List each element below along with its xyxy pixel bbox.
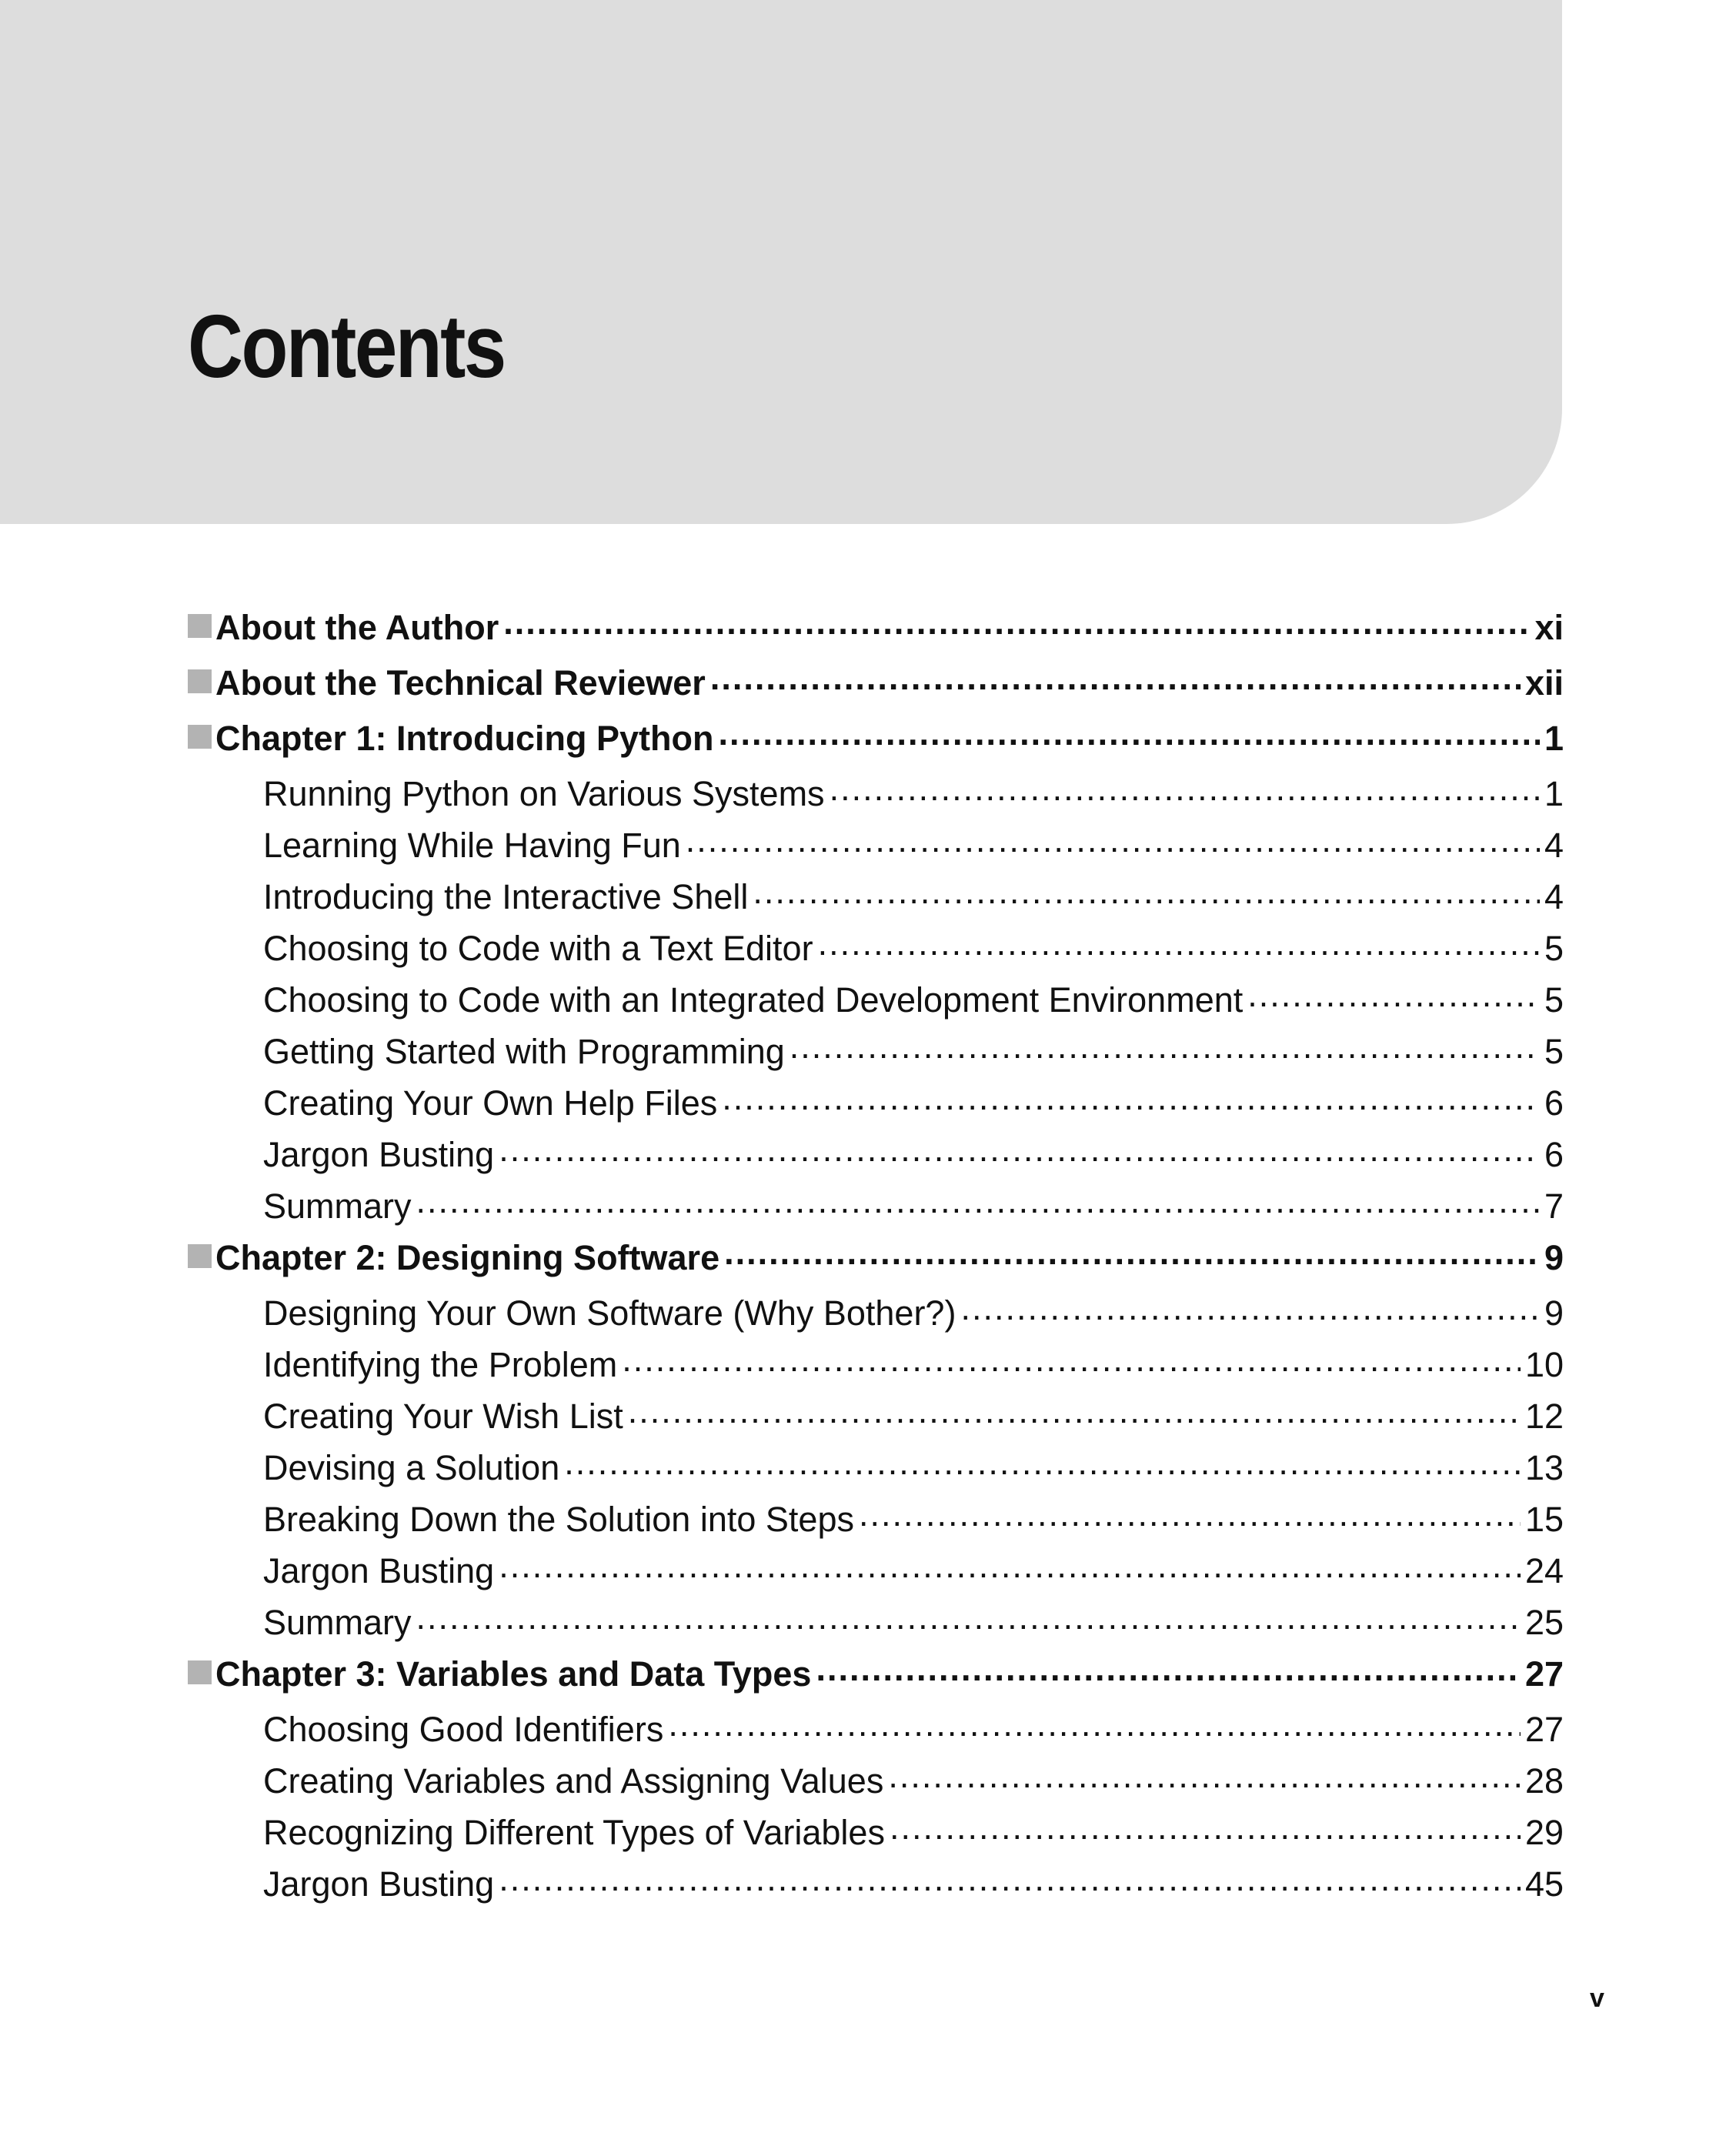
dot-leader [499, 1548, 1521, 1583]
dot-leader [818, 926, 1540, 960]
toc-section-entry[interactable] [188, 1393, 1564, 1445]
toc-section-entry[interactable] [188, 1497, 1564, 1548]
toc-entry-label: Jargon Busting [263, 1864, 495, 1904]
toc-entry-label: Running Python on Various Systems [263, 774, 825, 813]
dot-leader [686, 823, 1540, 857]
toc-chapter-entry[interactable] [188, 605, 1564, 660]
toc-section-entry[interactable] [188, 1290, 1564, 1342]
dot-leader [753, 874, 1540, 909]
dot-leader [628, 1393, 1521, 1428]
square-bullet-icon [188, 669, 212, 693]
toc-entry-page: 15 [1524, 1500, 1564, 1539]
dot-leader [724, 1235, 1540, 1270]
toc-entry-label: About the Author [215, 608, 499, 647]
toc-entry-page: 45 [1524, 1864, 1564, 1904]
square-bullet-icon [188, 1244, 212, 1268]
dot-leader [622, 1342, 1521, 1377]
toc-entry-page: 29 [1524, 1813, 1564, 1852]
toc-entry-label: Recognizing Different Types of Variables [263, 1813, 885, 1852]
dot-leader [564, 1445, 1521, 1480]
toc-section-entry[interactable] [188, 1080, 1564, 1132]
toc-entry-label: Jargon Busting [263, 1551, 495, 1590]
toc-entry-label: Creating Your Wish List [263, 1397, 623, 1436]
toc-section-entry[interactable] [188, 1132, 1564, 1183]
square-bullet-icon [188, 725, 212, 749]
toc-entry-label: Summary [263, 1186, 412, 1226]
page-number: v [1590, 1984, 1604, 2013]
toc-section-entry[interactable] [188, 1707, 1564, 1758]
toc-entry-page: 27 [1524, 1710, 1564, 1749]
square-bullet-icon [188, 1660, 212, 1684]
dot-leader [668, 1707, 1521, 1741]
toc-entry-page: 27 [1524, 1654, 1564, 1694]
toc-entry-label: Designing Your Own Software (Why Bother?) [263, 1293, 956, 1333]
toc-entry-label: About the Technical Reviewer [215, 663, 706, 703]
toc-entry-page: 5 [1544, 980, 1564, 1020]
toc-entry-label: Devising a Solution [263, 1448, 560, 1487]
dot-leader [1247, 977, 1540, 1012]
toc-section-entry[interactable] [188, 1029, 1564, 1080]
toc-section-entry[interactable] [188, 1861, 1564, 1913]
dot-leader [503, 605, 1530, 639]
toc-entry-page: 5 [1544, 1032, 1564, 1071]
toc-entry-label: Introducing the Interactive Shell [263, 877, 749, 916]
square-bullet-icon [188, 614, 212, 638]
toc-section-entry[interactable] [188, 771, 1564, 823]
toc-entry-label: Chapter 1: Introducing Python [215, 719, 714, 758]
toc-entry-label: Breaking Down the Solution into Steps [263, 1500, 854, 1539]
toc-entry-page: 9 [1544, 1293, 1564, 1333]
toc-section-entry[interactable] [188, 1810, 1564, 1861]
toc-section-entry[interactable] [188, 1758, 1564, 1810]
page-title: Contents [188, 296, 505, 396]
dot-leader [416, 1600, 1521, 1634]
toc-entry-page: 6 [1544, 1135, 1564, 1174]
toc-section-entry[interactable] [188, 926, 1564, 977]
toc-entry-label: Chapter 3: Variables and Data Types [215, 1654, 812, 1694]
toc-entry-label: Getting Started with Programming [263, 1032, 785, 1071]
dot-leader [816, 1651, 1520, 1686]
table-of-contents [188, 605, 1564, 1913]
toc-entry-page: xii [1524, 663, 1564, 703]
toc-entry-page: 6 [1544, 1083, 1564, 1123]
toc-entry-page: 24 [1524, 1551, 1564, 1590]
toc-entry-page: xi [1534, 608, 1564, 647]
toc-section-entry[interactable] [188, 1600, 1564, 1651]
dot-leader [888, 1758, 1521, 1793]
toc-entry-label: Choosing Good Identifiers [263, 1710, 664, 1749]
toc-section-entry[interactable] [188, 823, 1564, 874]
toc-entry-label: Choosing to Code with an Integrated Development Environment [263, 980, 1244, 1020]
dot-leader [710, 660, 1521, 695]
toc-section-entry[interactable] [188, 1548, 1564, 1600]
dot-leader [830, 771, 1540, 806]
dot-leader [722, 1080, 1540, 1115]
toc-entry-page: 10 [1524, 1345, 1564, 1384]
toc-section-entry[interactable] [188, 1183, 1564, 1235]
toc-section-entry[interactable] [188, 1445, 1564, 1497]
toc-section-entry[interactable] [188, 977, 1564, 1029]
dot-leader [719, 716, 1540, 750]
toc-entry-label: Creating Your Own Help Files [263, 1083, 718, 1123]
dot-leader [859, 1497, 1521, 1531]
toc-entry-label: Learning While Having Fun [263, 826, 681, 865]
toc-entry-label: Jargon Busting [263, 1135, 495, 1174]
toc-section-entry[interactable] [188, 1342, 1564, 1393]
toc-entry-page: 1 [1544, 719, 1564, 758]
toc-chapter-entry[interactable] [188, 716, 1564, 771]
toc-entry-page: 1 [1544, 774, 1564, 813]
toc-entry-label: Chapter 2: Designing Software [215, 1238, 720, 1277]
toc-entry-page: 9 [1544, 1238, 1564, 1277]
toc-entry-label: Choosing to Code with a Text Editor [263, 929, 813, 968]
toc-chapter-entry[interactable] [188, 1651, 1564, 1707]
toc-section-entry[interactable] [188, 874, 1564, 926]
toc-chapter-entry[interactable] [188, 1235, 1564, 1290]
toc-entry-page: 13 [1524, 1448, 1564, 1487]
header-band [0, 0, 1562, 524]
toc-entry-page: 7 [1544, 1186, 1564, 1226]
dot-leader [499, 1132, 1540, 1166]
dot-leader [790, 1029, 1540, 1063]
dot-leader [416, 1183, 1540, 1218]
toc-entry-page: 12 [1524, 1397, 1564, 1436]
toc-entry-page: 4 [1544, 826, 1564, 865]
dot-leader [499, 1861, 1521, 1896]
toc-chapter-entry[interactable] [188, 660, 1564, 716]
toc-entry-page: 5 [1544, 929, 1564, 968]
toc-entry-page: 28 [1524, 1761, 1564, 1801]
toc-entry-label: Creating Variables and Assigning Values [263, 1761, 884, 1801]
toc-entry-page: 25 [1524, 1603, 1564, 1642]
dot-leader [960, 1290, 1540, 1325]
toc-entry-label: Summary [263, 1603, 412, 1642]
dot-leader [890, 1810, 1521, 1844]
toc-entry-label: Identifying the Problem [263, 1345, 618, 1384]
toc-entry-page: 4 [1544, 877, 1564, 916]
